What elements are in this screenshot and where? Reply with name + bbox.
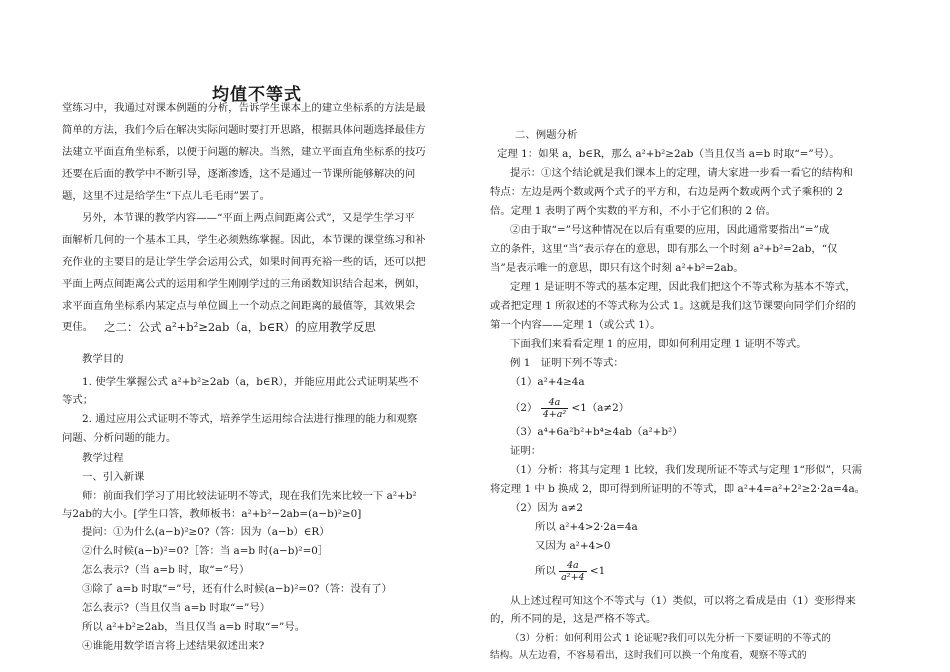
text-line: （1）a²+4≥4a (510, 376, 585, 388)
text-line: 师：前面我们学习了用比较法证明不等式，现在我们先来比较一下 a²+b² (82, 490, 417, 502)
text-line: ③除了 a=b 时取“=”号，还有什么时候(a−b)²=0?（答：没有了） (82, 583, 393, 595)
text-line: （1）分析：将其与定理 1 比较，我们发现所证不等式与定理 1“形似”，只需 (510, 464, 863, 476)
example-item-2 (510, 394, 629, 422)
text-line: 等式； (62, 394, 94, 406)
fraction-denominator: 4+a² (542, 408, 567, 420)
text-line: 平面上两点间距离公式的运用和学生刚刚学过的三角函数知识结合起来，例如， (62, 278, 426, 290)
page-title: 均值不等式 (212, 85, 302, 105)
text-line: 所以 a²+b²≥2ab，当且仅当 a=b 时取“=”号。 (82, 621, 306, 633)
text-line: 从上述过程可知这个不等式与（1）类似，可以将之看成是由（1）变形得来 (510, 595, 856, 607)
text-line: 怎么表示?（当且仅当 a=b 时取“=”号） (82, 602, 271, 614)
text-line: （2）因为 a≠2 (510, 502, 583, 514)
text-line: 又因为 a²+4>0 (535, 540, 611, 552)
fraction-numerator: 4a (541, 397, 568, 409)
text-line: 例 1 证明下列不等式： (510, 357, 624, 369)
so-label: 所以 (535, 565, 556, 577)
fraction (541, 397, 568, 420)
text-line: 定理 1：如果 a，b∈R，那么 a²+b²≥2ab（当且仅当 a=b 时取“=”号）。 (497, 148, 840, 160)
text-line: （3）a⁴+6a²b²+b⁴≥4ab（a²+b²） (510, 426, 683, 438)
text-line: 或者把定理 1 所叙述的不等式称为公式 1。这就是我们这节课要向同学们介绍的 (490, 300, 857, 312)
text-line: 二、例题分析 (515, 129, 578, 141)
text-line: 求平面直角坐标系内某定点与单位圆上一个动点之间距离的最值等，其效果会 (62, 300, 416, 312)
fraction (559, 560, 586, 583)
text-line: 1. 使学生掌握公式 a²+b²≥2ab（a，b∈R），并能应用此公式证明某些不 (82, 376, 419, 388)
text-line: ②什么时候(a−b)²=0?［答：当 a=b 时(a−b)²=0］ (82, 545, 329, 557)
text-line: 怎么表示?（当 a=b 时，取“=”号） (82, 564, 250, 576)
text-line: 将定理 1 中 b 换成 2，即可得到所证明的不等式，即 a²+4=a²+2²≥2·2a=4a。 (490, 483, 866, 495)
text-line: ②由于取“=”号这种情况在以后有重要的应用，因此通常要指出“=”成 (510, 224, 830, 236)
text-line: 简单的方法，我们今后在解决实际问题时要打开思路，根据具体问题选择最佳方 (62, 124, 426, 136)
text-line: 更佳。 (62, 321, 94, 333)
text-line: 问题、分析问题的能力。 (62, 432, 177, 444)
text-line: 定理 1 是证明不等式的基本定理，因此我们把这个不等式称为基本不等式， (510, 281, 856, 293)
text-line: 还要在后面的教学中不断引导，逐渐渗透，这不是通过一节课所能够解决的问 (62, 168, 416, 180)
text-line: 题，这里不过是给学生“下点儿毛毛雨”罢了。 (62, 190, 271, 202)
text-line: 充作业的主要目的是让学生学会运用公式，如果时间再充裕一些的话，还可以把 (62, 256, 426, 268)
text-line: 当”是表示唯一的意思，即只有这个时刻 a²+b²=2ab。 (490, 262, 744, 274)
text-line: 立的条件，这里“当”表示存在的意思，即有那么一个时刻 a²+b²=2ab，“仅 (490, 243, 838, 255)
fraction-denominator: a²+4 (561, 571, 585, 583)
text-line: 下面我们来看看定理 1 的应用，即如何利用定理 1 证明不等式。 (510, 338, 807, 350)
text-line: 提示：①这个结论就是我们课本上的定理，请大家进一步看一看它的结构和 (510, 167, 853, 179)
text-line: 教学过程 (82, 452, 124, 464)
text-line: 提问：①为什么(a−b)²≥0?（答：因为（a−b）∈R） (82, 526, 330, 538)
text-line: 面解析几何的一个基本工具，学生必须熟练掌握。因此，本节课的课堂练习和补 (62, 234, 426, 246)
text-line: 第一个内容——定理 1（或公式 1）。 (490, 319, 661, 331)
text-line: 一、引入新课 (82, 471, 145, 483)
item-prefix: （2） (510, 402, 538, 414)
text-line: 所以 a²+4>2·2a=4a (535, 521, 638, 533)
so-suffix: <1 (589, 565, 606, 577)
text-line: ④谁能用数学语言将上述结果叙述出来? (82, 640, 265, 652)
text-line: （3）分析：如何利用公式 1 论证呢?我们可以先分析一下要证明的不等式的 (510, 633, 831, 644)
text-line: 证明： (510, 445, 542, 457)
text-line: 法建立平面直角坐标系，以便于问题的解决。当然，建立平面直角坐标系的技巧 (62, 146, 426, 158)
text-line: 教学目的 (82, 353, 124, 365)
section-subtitle: 之二：公式 a²+b²≥2ab（a，b∈R）的应用教学反思 (104, 320, 376, 334)
text-line: 另外，本节课的教学内容——“平面上两点间距离公式”，又是学生学习平 (82, 212, 415, 224)
text-line: 特点：左边是两个数或两个式子的平方和，右边是两个数或两个式子乘积的 2 (490, 186, 843, 198)
text-line: 与2ab的大小。[学生口答，教师板书：a²+b²−2ab=(a−b)²≥0] (62, 508, 362, 520)
text-line: 结构。从左边看，不容易看出，这时我们可以换一个角度看，观察不等式的 (490, 650, 807, 661)
text-line: 堂练习中，我通过对课本例题的分析，告诉学生课本上的建立坐标系的方法是最 (62, 102, 426, 114)
fraction-numerator: 4a (559, 560, 586, 572)
text-line: 2. 通过应用公式证明不等式，培养学生运用综合法进行推理的能力和观察 (82, 413, 418, 425)
item-suffix: <1（a≠2） (571, 402, 630, 414)
text-line: 倍。定理 1 表明了两个实数的平方和，不小于它们积的 2 倍。 (490, 205, 777, 217)
text-line: 的，所不同的是，这是严格不等式。 (490, 613, 657, 625)
conclusion-fraction (535, 557, 605, 585)
